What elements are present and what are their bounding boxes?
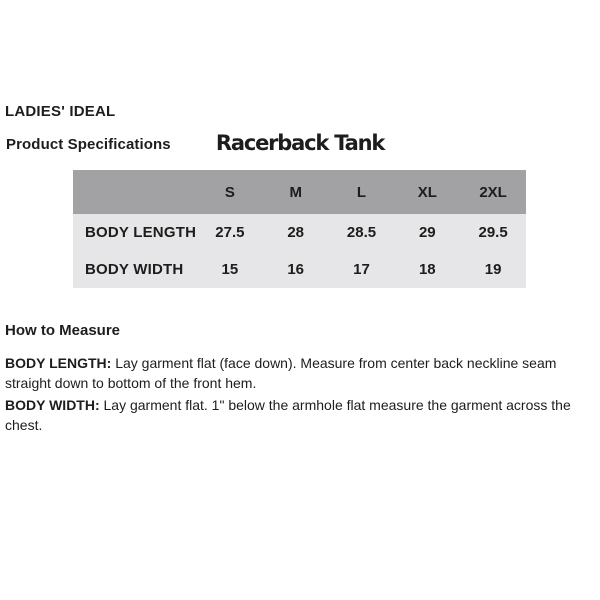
body-width-l: 17 [353, 261, 370, 278]
column-header-s: S [224, 183, 235, 201]
measure-item-body-length [5, 353, 598, 393]
column-header-m: M [289, 183, 302, 201]
body-width-m: 16 [287, 261, 305, 278]
body-length-s: 27.5 [215, 224, 245, 241]
spec-table-row [73, 251, 526, 288]
body-width-xl: 18 [418, 261, 436, 278]
body-length-2xl: 29.5 [478, 224, 508, 241]
size-spec-table [73, 170, 526, 288]
spec-table-header-row [73, 170, 526, 214]
row-label-body-length: BODY LENGTH [85, 224, 197, 241]
row-label-body-width: BODY WIDTH [85, 261, 184, 278]
body-width-2xl: 19 [484, 261, 502, 278]
body-length-l: 28.5 [346, 224, 377, 241]
measure-desc-body-length: Lay garment flat (face down). Measure from center back neckline seam straight down to bottom of the front hem. [5, 355, 557, 391]
measure-term-body-length: BODY LENGTH: [5, 355, 112, 371]
spec-table-row [73, 214, 526, 251]
how-to-measure-heading: How to Measure [5, 322, 121, 339]
product-title: Racerback Tank [215, 131, 385, 155]
body-width-s: 15 [221, 261, 239, 278]
measure-term-body-width: BODY WIDTH: [5, 397, 100, 413]
body-length-m: 28 [287, 224, 305, 241]
measure-desc-body-width: Lay garment flat. 1" below the armhole flat measure the garment across the chest. [5, 397, 571, 433]
brand-name: LADIES' IDEAL [5, 103, 116, 120]
spec-table-corner-cell [73, 170, 197, 214]
body-length-xl: 29 [418, 224, 436, 241]
section-label: Product Specifications [6, 136, 171, 153]
how-to-measure-text [5, 353, 598, 437]
measure-item-body-width [5, 395, 598, 435]
column-header-l: L [356, 183, 367, 201]
column-header-xl: XL [417, 183, 437, 201]
column-header-2xl: 2XL [479, 183, 507, 201]
